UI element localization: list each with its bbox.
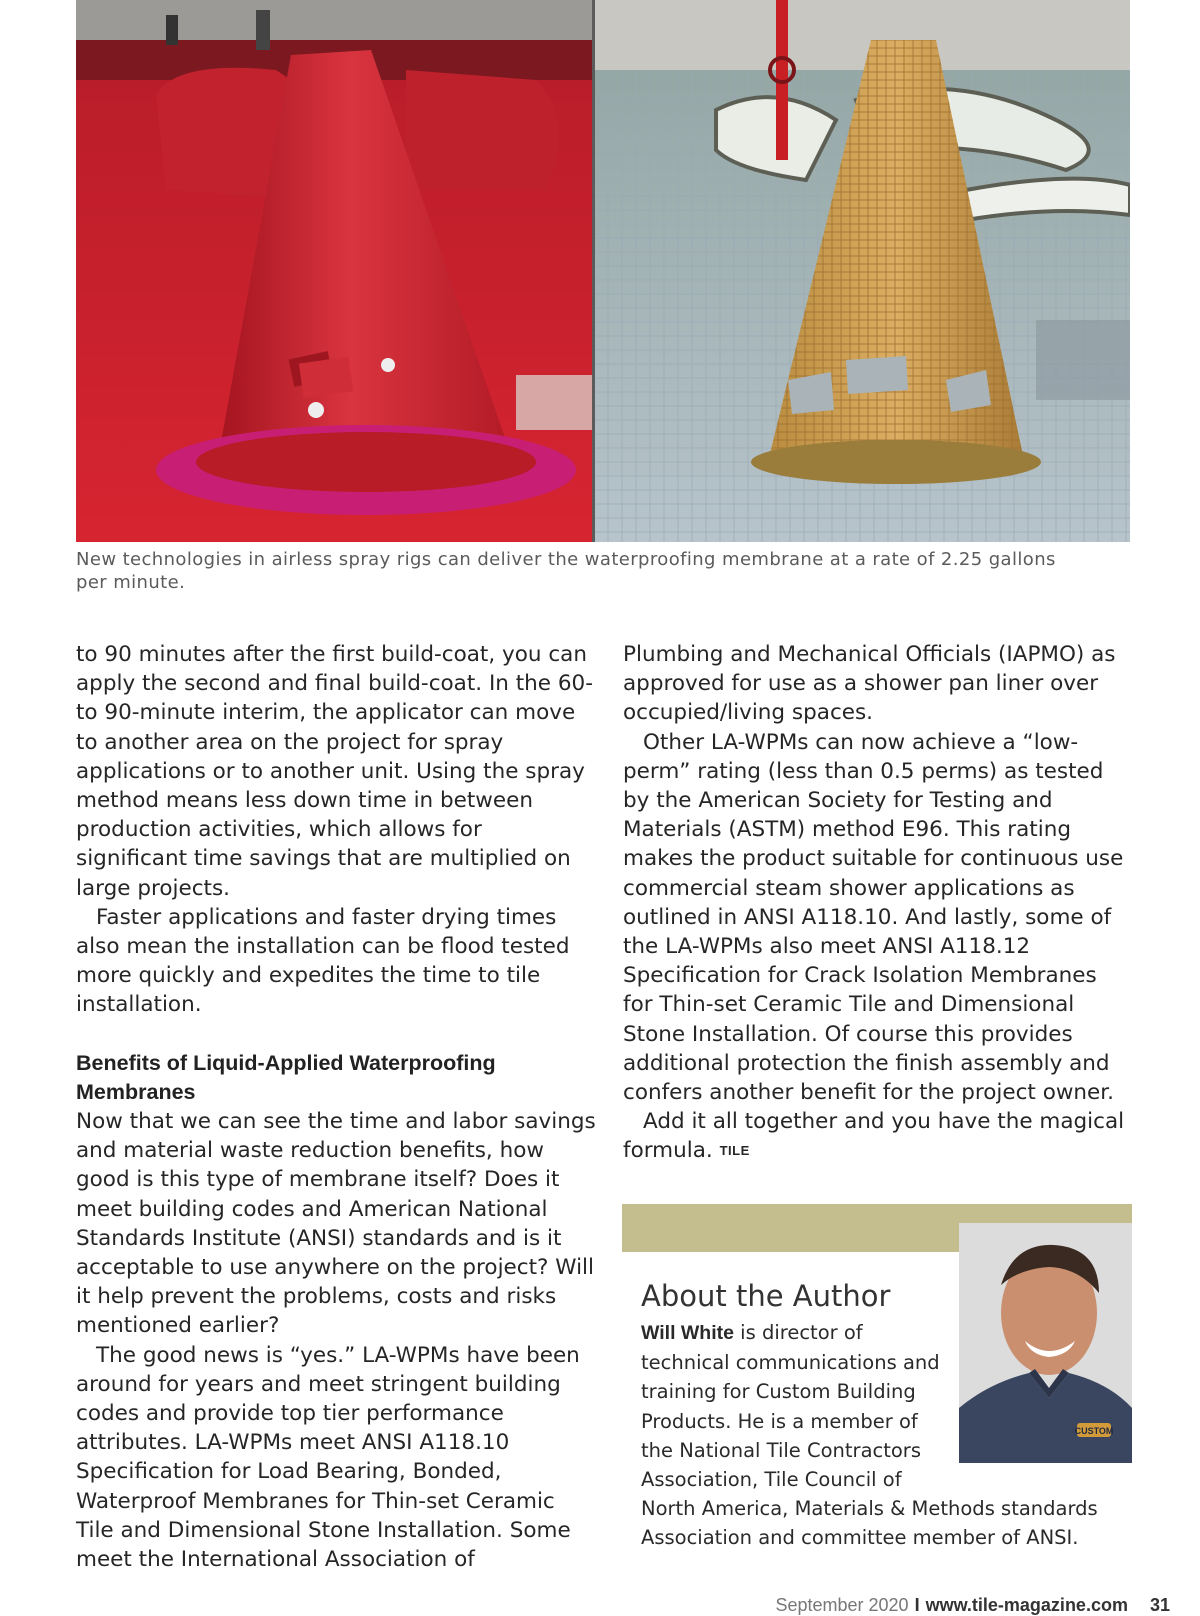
photo-illustration bbox=[76, 0, 1130, 542]
bio-line-1 bbox=[641, 1318, 1101, 1348]
page-number: 31 bbox=[1149, 1595, 1170, 1615]
footer-separator: I bbox=[914, 1595, 920, 1615]
right-paragraph-1: Plumbing and Mechanical Officials (IAPMO) as approved for use as a shower pan liner over occupied/living spaces. bbox=[623, 642, 1116, 726]
right-column bbox=[623, 640, 1133, 1166]
shirt-logo-text: CUSTOM bbox=[1074, 1426, 1114, 1436]
left-paragraph-4: The good news is “yes.” LA-WPMs have been around for years and meet stringent building codes and provide top tier performance attributes. LA-WPMs meet ANSI A118.10 Specification for Load Bearing, Bonded, Waterproof Membranes for Thin-set Ceramic Tile and Dimensional Stone Installation. Some meet the International Association of bbox=[76, 1342, 580, 1573]
bio-line-8: Association and committee member of ANSI. bbox=[641, 1526, 1079, 1550]
photo-caption: New technologies in airless spray rigs can deliver the waterproofing membrane at a rate of 2.25 gallons per minute. bbox=[76, 549, 1056, 593]
page-footer bbox=[775, 1595, 1170, 1616]
right-paragraph-2: Other LA-WPMs can now achieve a “low-perm” rating (less than 0.5 perms) as tested by the American Society for Testing and Materials (ASTM) method E96. This rating makes the product suitable for continuous use commercial steam shower applications as outlined in ANSI A118.10. And lastly, some of the LA-WPMs also meet ANSI A118.12 Specification for Crack Isolation Membranes for Thin-set Ceramic Tile and Dimensional Stone Installation. Of course this provides additional protection the finish assembly and confers another benefit for the project owner. bbox=[623, 729, 1124, 1106]
left-paragraph-1: to 90 minutes after the first build-coat, you can apply the second and final build-coat. In the 60-to 90-minute interim, the applicator can move to another area on the project for spray applications or to another unit. Using the spray method means less down time in between production activities, which allows for significant time savings that are multiplied on large projects. bbox=[76, 642, 593, 901]
author-name: Will White bbox=[641, 1322, 734, 1344]
left-column bbox=[76, 640, 596, 1574]
issue-date: September 2020 bbox=[775, 1595, 909, 1615]
photo-divider bbox=[592, 0, 595, 542]
author-bio bbox=[641, 1318, 1101, 1553]
bio-line-1-text: is director of bbox=[733, 1321, 863, 1344]
section-heading: Benefits of Liquid-Applied Waterproofing Membranes bbox=[76, 1050, 496, 1104]
bio-line-6: Association, Tile Council of bbox=[641, 1468, 902, 1492]
magazine-url[interactable]: www.tile-magazine.com bbox=[925, 1595, 1128, 1615]
about-author-title: About the Author bbox=[641, 1279, 891, 1313]
right-pool-scene bbox=[594, 0, 1130, 542]
left-paragraph-3: Now that we can see the time and labor savings and material waste reduction benefits, how good is this type of membrane itself? Does it meet building codes and American National Standards Institute (ANSI) standards and is it acceptable to use anywhere on the project? Will it help prevent the problems, costs and risks mentioned earlier? bbox=[76, 1109, 596, 1339]
left-paragraph-2: Faster applications and faster drying times also mean the installation can be flood tested more quickly and expedites the time to tile installation. bbox=[76, 904, 570, 1018]
tile-end-mark: TILE bbox=[719, 1143, 750, 1159]
article-photo bbox=[76, 0, 1130, 542]
bio-line-7: North America, Materials & Methods standards bbox=[641, 1497, 1098, 1521]
left-red-scene bbox=[76, 0, 596, 542]
bio-line-5: the National Tile Contractors bbox=[641, 1438, 921, 1462]
closing-text: Add it all together and you have the magical formula. bbox=[623, 1109, 1125, 1164]
section-gap bbox=[76, 1020, 596, 1049]
right-paragraph-3 bbox=[623, 1107, 1133, 1165]
bio-line-2: technical communications and bbox=[641, 1351, 940, 1375]
bio-line-3: training for Custom Building bbox=[641, 1380, 916, 1404]
bio-line-4: Products. He is a member of bbox=[641, 1409, 918, 1433]
